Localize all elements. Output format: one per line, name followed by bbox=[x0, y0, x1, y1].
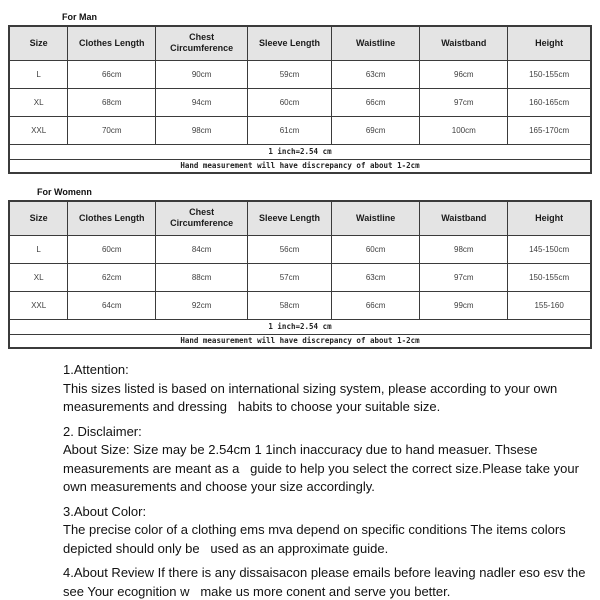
cell: 92cm bbox=[156, 291, 248, 319]
cell: 160-165cm bbox=[508, 88, 591, 116]
cell: 96cm bbox=[420, 60, 508, 88]
size-table-women bbox=[8, 200, 592, 349]
cell: 99cm bbox=[420, 291, 508, 319]
size-table-man bbox=[8, 25, 592, 174]
man-section-label: For Man bbox=[62, 12, 97, 22]
column-header: Height bbox=[508, 26, 591, 60]
cell: XXL bbox=[9, 116, 68, 144]
table-row bbox=[9, 235, 591, 263]
cell: 165-170cm bbox=[508, 116, 591, 144]
note-body: The precise color of a clothing ems mva depend on specific conditions The items colors depicted should only be used as an approximate guide. bbox=[63, 522, 570, 556]
table-row bbox=[9, 116, 591, 144]
cell: 56cm bbox=[248, 235, 332, 263]
cell: 60cm bbox=[331, 235, 419, 263]
cell: 63cm bbox=[331, 263, 419, 291]
cell: 66cm bbox=[68, 60, 156, 88]
cell: 100cm bbox=[420, 116, 508, 144]
note-paragraph bbox=[63, 423, 598, 497]
table-row bbox=[9, 263, 591, 291]
cell: 63cm bbox=[331, 60, 419, 88]
cell: 66cm bbox=[331, 291, 419, 319]
footer-note: 1 inch=2.54 cm bbox=[9, 144, 591, 159]
footer-row bbox=[9, 144, 591, 159]
note-paragraph bbox=[63, 503, 598, 559]
column-header: Clothes Length bbox=[68, 26, 156, 60]
cell: 62cm bbox=[68, 263, 156, 291]
column-header: Size bbox=[9, 201, 68, 235]
cell: 61cm bbox=[248, 116, 332, 144]
cell: 88cm bbox=[156, 263, 248, 291]
cell: 145-150cm bbox=[508, 235, 591, 263]
column-header: Waistband bbox=[420, 201, 508, 235]
cell: 97cm bbox=[420, 88, 508, 116]
column-header: Sleeve Length bbox=[248, 201, 332, 235]
note-body: 4.About Review If there is any dissaisacon please emails before leaving nadler eso esv the see Your ecognition w make us more conent and serve you better. bbox=[63, 565, 590, 599]
footer-note: 1 inch=2.54 cm bbox=[9, 319, 591, 334]
column-header: Waistline bbox=[331, 201, 419, 235]
cell: 58cm bbox=[248, 291, 332, 319]
cell: 69cm bbox=[331, 116, 419, 144]
cell: 98cm bbox=[420, 235, 508, 263]
note-paragraph bbox=[63, 564, 598, 600]
footer-row bbox=[9, 159, 591, 173]
footer-note: Hand measurement will have discrepancy of about 1-2cm bbox=[9, 159, 591, 173]
cell: 94cm bbox=[156, 88, 248, 116]
cell: XL bbox=[9, 263, 68, 291]
footer-note: Hand measurement will have discrepancy of about 1-2cm bbox=[9, 334, 591, 348]
cell: 155-160 bbox=[508, 291, 591, 319]
footer-row bbox=[9, 319, 591, 334]
women-section-label: For Womenn bbox=[37, 187, 92, 197]
note-body: This sizes listed is based on international sizing system, please according to your own measurements and dressing habits to choose your suitable size. bbox=[63, 380, 561, 414]
column-header: Sleeve Length bbox=[248, 26, 332, 60]
header-row bbox=[9, 26, 591, 60]
cell: 150-155cm bbox=[508, 263, 591, 291]
cell: 64cm bbox=[68, 291, 156, 319]
footer-row bbox=[9, 334, 591, 348]
notes-section bbox=[63, 361, 598, 600]
column-header: Size bbox=[9, 26, 68, 60]
table-row bbox=[9, 291, 591, 319]
table-row bbox=[9, 88, 591, 116]
cell: L bbox=[9, 235, 68, 263]
table-row bbox=[9, 60, 591, 88]
cell: 70cm bbox=[68, 116, 156, 144]
cell: 90cm bbox=[156, 60, 248, 88]
column-header: Chest Circumference bbox=[156, 201, 248, 235]
cell: 97cm bbox=[420, 263, 508, 291]
cell: 150-155cm bbox=[508, 60, 591, 88]
cell: 84cm bbox=[156, 235, 248, 263]
header-row bbox=[9, 201, 591, 235]
cell: L bbox=[9, 60, 68, 88]
cell: 60cm bbox=[248, 88, 332, 116]
cell: XXL bbox=[9, 291, 68, 319]
note-paragraph bbox=[63, 361, 598, 417]
cell: 57cm bbox=[248, 263, 332, 291]
column-header: Waistline bbox=[331, 26, 419, 60]
cell: 98cm bbox=[156, 116, 248, 144]
column-header: Waistband bbox=[420, 26, 508, 60]
note-body: About Size: Size may be 2.54cm 1 1inch inaccuracy due to hand measuer. Thsese measurements are meant as a guide to help you select the correct size.Please take your own measurements and choose your size accordingly. bbox=[63, 442, 583, 494]
note-title: 3.About Color: bbox=[63, 503, 147, 519]
cell: 59cm bbox=[248, 60, 332, 88]
note-title: 2. Disclaimer: bbox=[63, 423, 142, 439]
cell: 60cm bbox=[68, 235, 156, 263]
note-title: 1.Attention: bbox=[63, 362, 129, 377]
cell: XL bbox=[9, 88, 68, 116]
column-header: Clothes Length bbox=[68, 201, 156, 235]
column-header: Height bbox=[508, 201, 591, 235]
cell: 68cm bbox=[68, 88, 156, 116]
column-header: Chest Circumference bbox=[156, 26, 248, 60]
cell: 66cm bbox=[331, 88, 419, 116]
